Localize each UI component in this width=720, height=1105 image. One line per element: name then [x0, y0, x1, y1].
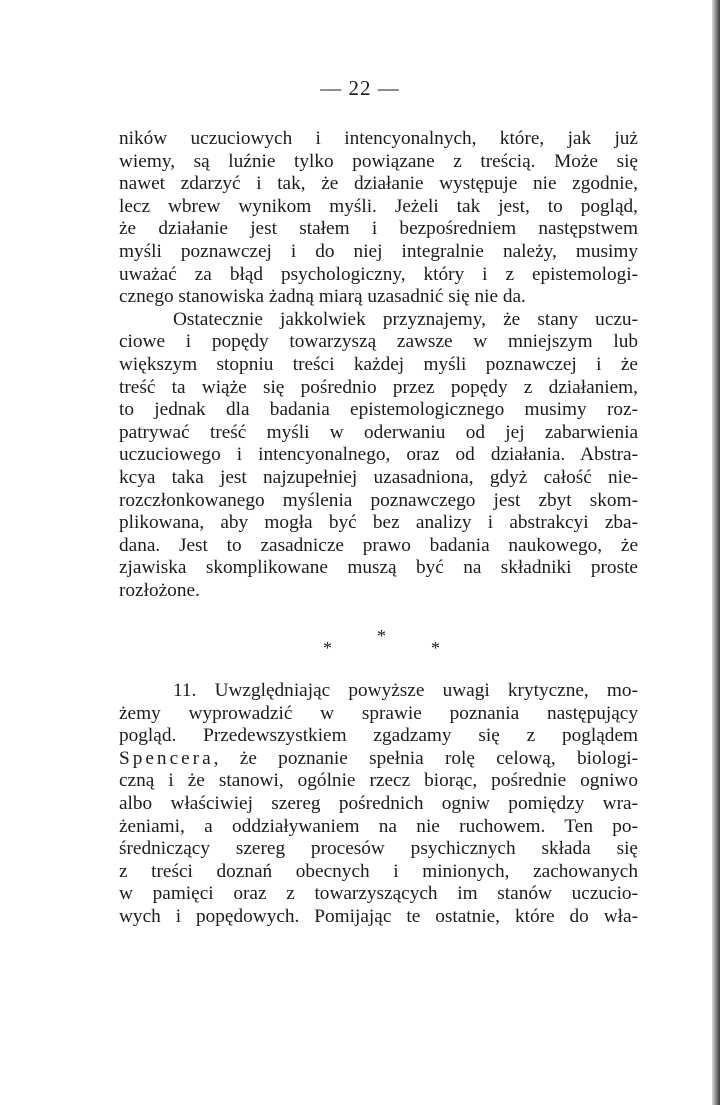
- text-line: plikowana, aby mogła być bez analizy i abstrakcyi zba-: [119, 512, 638, 534]
- text-line: 11. Uwzględniając powyższe uwagi krytyczne, mo-: [173, 680, 638, 701]
- text-line: treść ta wiąże się pośrednio przez popędy z działaniem,: [119, 376, 638, 398]
- text-line: uczuciowego i intencyonalnego, oraz od działania. Abstra-: [119, 444, 638, 466]
- page-edge-shadow: [712, 0, 720, 1105]
- text-line: z treści doznań obecnych i minionych, zachowanych: [119, 860, 638, 882]
- separator-asterisk: *: [323, 638, 332, 658]
- text-line: patrywać treść myśli w oderwaniu od jej zabarwienia: [119, 421, 638, 443]
- text-line: rozczłonkowanego myślenia poznawczego jest zbyt skom-: [119, 489, 638, 511]
- text-line: Spencera, że poznanie spełnia rolę celową, biologi-: [119, 747, 638, 769]
- text-line: żeniami, a oddziaływaniem na nie ruchowem. Ten po-: [119, 815, 638, 837]
- text-line: uważać za błąd psychologiczny, który i z epistemologi-: [119, 263, 638, 285]
- text-line: kcya taka jest najzupełniej uzasadniona, gdyż całość nie-: [119, 466, 638, 488]
- text-line: cznego stanowiska żadną miarą uzasadnić się nie da.: [119, 286, 526, 308]
- text-line: Ostatecznie jakkolwiek przyznajemy, że stany uczu-: [173, 308, 638, 330]
- text-line: dana. Jest to zasadnicze prawo badania naukowego, że: [119, 534, 638, 556]
- text-line: żemy wyprowadzić w sprawie poznania następujący: [119, 702, 638, 724]
- section-number: 11.: [173, 680, 197, 701]
- text-line: rozłożone.: [119, 579, 200, 601]
- text-line: pogląd. Przedewszystkiem zgadzamy się z poglądem: [119, 725, 638, 747]
- section-11: [119, 680, 638, 929]
- text-line: wiemy, są luźnie tylko powiązane z treścią. Może się: [119, 150, 638, 172]
- text-line: w pamięci oraz z towarzyszących im stanów uczucio-: [119, 883, 638, 905]
- author-name-spaced: Spencera: [119, 747, 214, 769]
- text-line: myśli poznawczej i do niej integralnie należy, musimy: [119, 240, 638, 262]
- text-line: wych i popędowych. Pomijając te ostatnie, które do wła-: [119, 905, 638, 927]
- text-line: ciowe i popędy towarzyszą zawsze w mniejszym lub: [119, 331, 638, 353]
- text-line: średniczący szereg procesów psychicznych składa się: [119, 838, 638, 860]
- text-line: czną i że stanowi, ogólnie rzecz biorąc, pośrednie ogniwo: [119, 770, 638, 792]
- text-line: ników uczuciowych i intencyonalnych, które, jak już: [119, 128, 638, 149]
- page-number: — 22 —: [320, 76, 400, 100]
- text-line: zjawiska skomplikowane muszą być na składniki proste: [119, 557, 638, 579]
- paragraph-1: [119, 128, 638, 602]
- text-line: lecz wbrew wynikom myśli. Jeżeli tak jest, to pogląd,: [119, 195, 638, 217]
- text-line: to jednak dla badania epistemologicznego musimy roz-: [119, 399, 638, 421]
- separator-asterisk: *: [431, 638, 440, 658]
- text-line: większym stopniu treści każdej myśli poznawczej i że: [119, 353, 638, 375]
- separator-asterisk: *: [377, 626, 386, 646]
- text-line: że działanie jest stałem i bezpośredniem następstwem: [119, 218, 638, 240]
- text-line: albo właściwiej szereg pośrednich ogniw pomiędzy wra-: [119, 792, 638, 814]
- text-line: nawet zdarzyć i tak, że działanie występuje nie zgodnie,: [119, 173, 638, 195]
